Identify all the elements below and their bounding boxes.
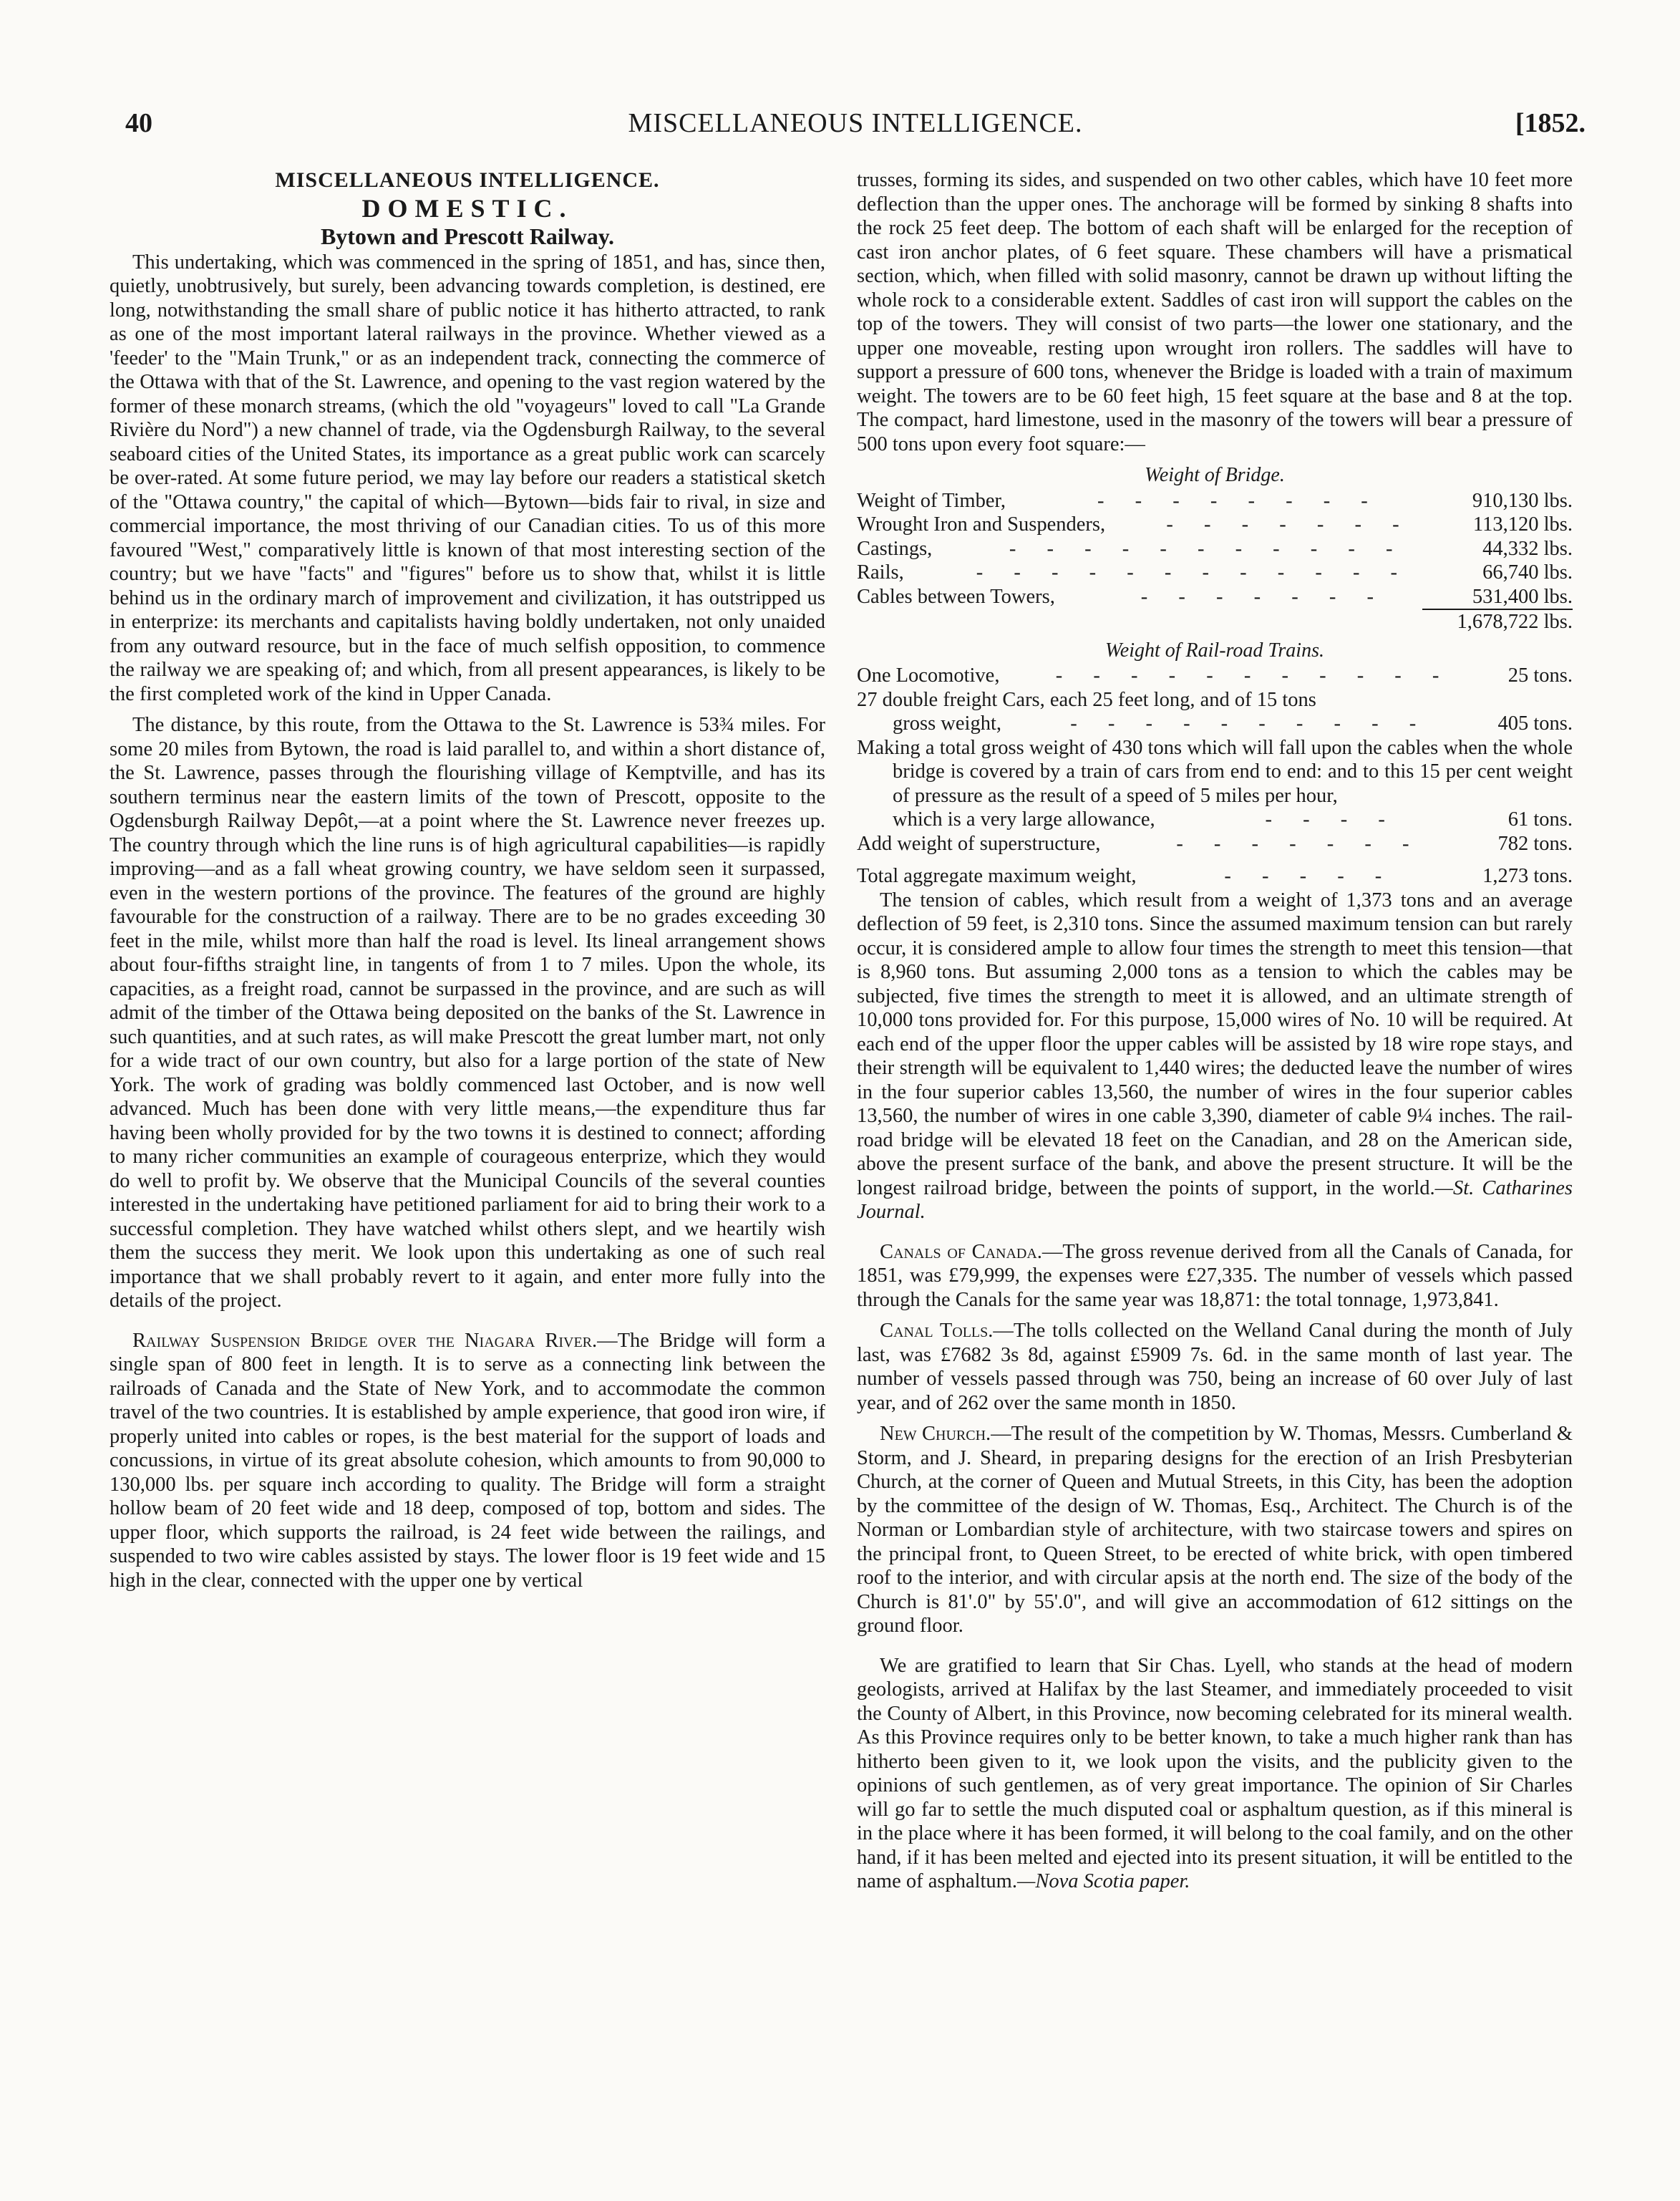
train-weight-table [857,664,1573,889]
railway-paragraph-2: The distance, by this route, from the Ottawa to the St. Lawrence is 53¾ miles. For some 20 miles from Bytown, the road is laid parallel to, and within a short distance of, the St. Lawrence, passes through the flourishing village of Kemptville, and has its southern terminus near the eastern limits of the town of Prescott, opposite to the Ogdensburgh Railway Depôt,—at a point where the St. Lawrence never freezes up. The country through which the line runs is of high agricultural capabilities—is rapidly improving—and as a fall wheat growing country, we have seldom seen it surpassed, even in the western portions of the province. The features of the ground are highly favourable for the construction of a railway. There are to be no grades exceeding 30 feet in the mile, whilst more than half the road is level. Its lineal arrangement shows about four-fifths straight line, in tangents of from 1 to 7 miles. Upon the whole, its capacities, as a freight road, cannot be surpassed in the province, and are such as will admit of the timber of the Ottawa being deposited on the banks of the St. Lawrence in such quantities, and at such rates, as will make Prescott the great lumber mart, not only for a wide tract of our own country, but also for a large portion of the state of New York. The work of grading was boldly commenced last October, and is now well advanced. Much has been done with very little means,—the expenditure thus far having been wholly provided for by the two towns it is destined to connect; affording to many richer communities an example of courageous enterprize, which they would do well to profit by. We observe that the Municipal Councils of the several counties interested in the undertaking have petitioned parliament for aid to bring their work to a successful completion. They have watched whilst others slept, and we heartily wish them the success they merit. We look upon this undertaking as one of such real importance that we shall probably revert to it again, and enter more fully into the details of the project. [110,714,825,1312]
bridge-text: —The Bridge will form a single span of 800 feet in length. It is to serve as a connecting link between the railroads of Canada and the State of New York, and to accommodate the common travel of the two countries. It is established by ample experience, that good iron wire, if properly united into cables or ropes, is the best material for the support of loads and concussions, in virtue of its great absolute cohesion, which amounts to from 90,000 to 130,000 lbs. per square inch according to quality. The Bridge will form a straight hollow beam of 20 feet wide and 18 deep, composed of top, bottom and sides. The upper floor, which supports the railroad, is 24 feet wide between the railings, and suspended to two wire cables assisted by stays. The lower floor is 19 feet wide and 15 high in the clear, connected with the upper one by vertical [110,1329,825,1592]
page-number: 40 [125,108,152,138]
running-title: MISCELLANEOUS INTELLIGENCE. [628,108,1083,138]
canals-lead: Canals of Canada. [880,1240,1042,1263]
aggregate-row: Total aggregate maximum weight, - - - - - 1,273 tons. [857,865,1573,887]
bridge-weight-row: Castings, - - - - - - - - - - - 44,332 lbs. [857,537,1573,560]
lyell-source: —Nova Scotia paper. [1016,1870,1190,1892]
right-column [857,168,1573,2166]
lyell-paragraph: We are gratified to learn that Sir Chas. Lyell, who stands at the head of modern geologists, arrived at Halifax by the last Steamer, and immediately proceeded to visit the County of Albert, in this Province, now becoming celebrated for its mineral wealth. As this Province requires only to be better known, to take a much higher rank than has hitherto been given to it, we look upon the visits, and the publicity given to the opinions of such gentlemen, as of very great importance. The opinion of Sir Charles will go far to settle the much disputed coal or asphaltum question, as if this mineral is in the place where it has been formed, it will belong to the coal family, and on the other hand, if it has been melted and ejected into its present situation, it will be entitled to the name of asphaltum.—Nova Scotia paper. [857,1654,1573,1892]
bridge-lead: Railway Suspension Bridge over the Niagara River. [132,1329,598,1352]
tension-source: —St. Catharines Journal. [857,1176,1573,1223]
train-weight-title: Weight of Rail-road Trains. [1105,639,1324,662]
freight-row: gross weight, - - - - - - - - - - 405 tons. [893,712,1573,735]
allowance-row: which is a very large allowance, - - - - 61 tons. [893,808,1573,831]
canals-paragraph: Canals of Canada.—The gross revenue derived from all the Canals of Canada, for 1851, was £79,999, the expenses were £27,335. The number of vessels which passed through the Canals for the same year was 18,871: the total tonnage, 1,973,841. [857,1240,1573,1311]
train-row: One Locomotive, - - - - - - - - - - - 25 tons. [857,664,1573,687]
bridge-weight-row: Weight of Timber, - - - - - - - - 910,130 lbs. [857,489,1573,512]
article-title: Bytown and Prescott Railway. [320,223,615,249]
railway-paragraph-1: This undertaking, which was commenced in the spring of 1851, and has, since then, quietly, unobtrusively, but surely, been advancing towards completion, is destined, ere long, notwithstanding the small share of public notice it has hitherto attracted, to rank as one of the most important lateral railways in the province. Whether viewed as a 'feeder' to the "Main Trunk," or as an independent track, connecting the commerce of the Ottawa with that of the St. Lawrence, and opening to the vast region watered by the former of these monarch streams, (which the old "voyageurs" loved to call "La Grande Rivière du Nord") a new channel of trade, via the Ogdensburgh Railway, to the several seaboard cities of the United States, its importance as a great public work can scarcely be over-rated. At some future period, we may lay before our readers a statistical sketch of the "Ottawa country," the capital of which—Bytown—bids fair to rival, in size and commercial importance, the most thriving of our Canadian cities. To us of this more favoured "West," comparatively little is known of that most interesting section of the country; but we have "facts" and "figures" before us to show that, whilst it is little behind us in the ordinary march of improvement and civilization, it has outstripped us in enterprize: its merchants and capitalists having boldly undertaken, not only unaided from any outward resource, but in the face of much selfish opposition, to commence the railway we are speaking of; and which, from all present appearances, is likely to be the first completed work of the kind in Upper Canada. [110,251,825,705]
bridge-continued: trusses, forming its sides, and suspended on two other cables, which have 10 feet more deflection than the upper ones. The anchorage will be formed by sinking 8 shafts into the rock 25 feet deep. The bottom of each shaft will be enlarged for the reception of cast iron anchor plates, of 6 feet square. These chambers will have a prismatical section, which, when filled with solid masonry, cannot be drawn up without lifting the whole rock to a considerable extent. Saddles of cast iron will support the cables on the top of the towers. They will consist of two parts—the lower one stationary, and the upper one moveable, resting upon wrought iron rollers. The saddles will have to support a pressure of 600 tons, whenever the Bridge is loaded with a train of maximum weight. The towers are to be 60 feet high, 15 feet square at the base and 8 at the top. The compact, hard limestone, used in the masonry of the towers will bear a pressure of 500 tons upon every foot square:— [857,169,1573,455]
bridge-paragraph [110,1329,825,1593]
bridge-weight-row: Wrought Iron and Suspenders, - - - - - - - 113,120 lbs. [857,513,1573,536]
bridge-weight-total: 1,678,722 lbs. [1422,609,1573,634]
tolls-paragraph: Canal Tolls.—The tolls collected on the Welland Canal during the month of July last, was £7682 3s 8d, against £5909 7s. 6d. in the same month of last year. The number of vessels passed through was 750, being an increase of 60 over July of last year, and of 262 over the same month in 1850. [857,1320,1573,1414]
bridge-weight-row: Cables between Towers, - - - - - - - 531,400 lbs. [857,585,1573,608]
tension-paragraph: The tension of cables, which result from a weight of 1,373 tons and an average deflection of 59 feet, is 2,310 tons. Since the assumed maximum tension can but rarely occur, it is considered ample to allow four times the strength to meet this tension—that is 8,960 tons. But assuming 2,000 tons as a tension to which the cables may be subjected, five times the strength to meet it is allowed, and an ultimate strength of 10,000 tons provided for. For this purpose, 15,000 wires of No. 10 will be required. At each end of the upper floor the upper cables will be assisted by 18 wire rope stays, and their strength will be equivalent to 1,440 wires; the deducted leave the number of wires in the four superior cables 13,560, the number of wires in the four superior cables 13,560, the number of wires in one cable 3,390, diameter of cable 9¼ inches. The rail-road bridge will be elevated 18 feet on the Canadian, and 28 on the American side, above the present surface of the bank, and above the present structure. It will be the longest railroad bridge, between the points of support, in the world.—St. Catharines Journal. [857,889,1573,1223]
subsection-title: DOMESTIC. [361,193,573,223]
left-column [110,168,825,2166]
church-paragraph: New Church.—The result of the competition by W. Thomas, Messrs. Cumberland & Storm, and J. Sheard, in preparing designs for the erection of an Irish Presbyterian Church, at the corner of Queen and Mutual Streets, in this City, has been the adoption by the committee of the design of W. Thomas, Esq., Architect. The Church is of the Norman or Lombardian style of architecture, with two staircase towers and spires on the principal front, to Queen Street, to be erected of white brick, with open timbered roof to the interior, and with circular apsis at the north end. The size of the body of the Church is 81'.0" by 55'.0", and will give an accommodation of 612 sittings on the ground floor. [857,1423,1573,1637]
bridge-weight-row: Rails, - - - - - - - - - - - - 66,740 lbs. [857,561,1573,584]
section-title: MISCELLANEOUS INTELLIGENCE. [275,168,660,192]
tolls-lead: Canal Tolls. [880,1320,994,1342]
freight-line: 27 double freight Cars, each 25 feet long, and of 15 tons [857,688,1316,711]
bridge-weight-title: Weight of Bridge. [1145,464,1285,486]
bridge-weight-table [857,489,1573,634]
making-text: Making a total gross weight of 430 tons which will fall upon the cables when the whole bridge is covered by a train of cars from end to end: and to this 15 per cent weight of pressure as the result of a speed of 5 miles per hour, [857,736,1573,807]
year-marker: [1852. [1515,108,1586,138]
church-lead: New Church. [880,1423,991,1445]
running-head [125,107,1586,150]
superstructure-row: Add weight of superstructure, - - - - - - - 782 tons. [857,832,1573,855]
